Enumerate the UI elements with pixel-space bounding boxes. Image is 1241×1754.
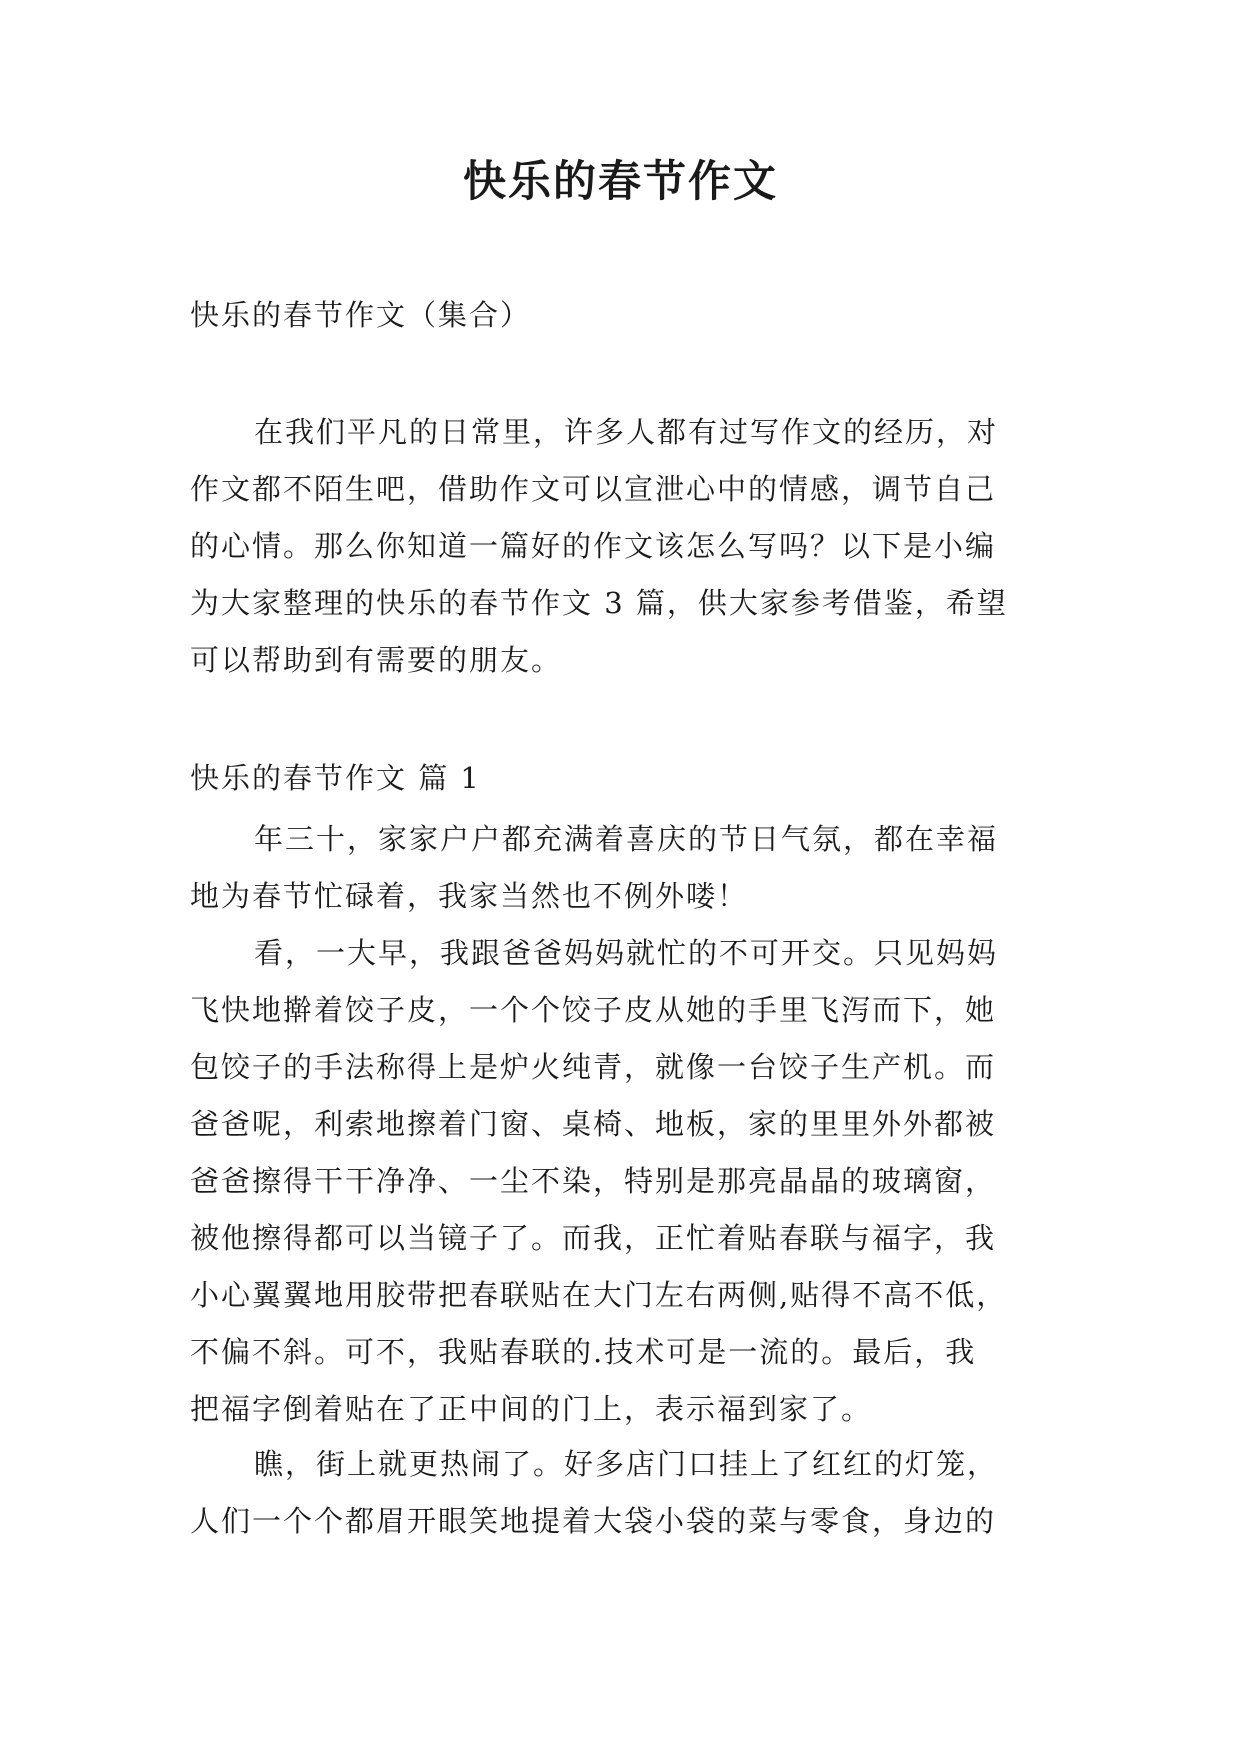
paragraph-line: 把福字倒着贴在了正中间的门上，表示福到家了。 — [190, 1392, 873, 1426]
section-heading: 快乐的春节作文 篇 1 — [190, 761, 481, 795]
paragraph-line: 爸爸呢，利索地擦着门窗、桌椅、地板，家的里里外外都被 — [190, 1107, 997, 1141]
paragraph-line: 爸爸擦得干干净净、一尘不染，特别是那亮晶晶的玻璃窗， — [190, 1164, 997, 1198]
document-title: 快乐的春节作文 — [463, 157, 778, 207]
paragraph-line: 包饺子的手法称得上是炉火纯青，就像一台饺子生产机。而 — [190, 1050, 997, 1084]
paragraph-line: 年三十，家家户户都充满着喜庆的节日气氛，都在幸福 — [254, 822, 999, 856]
body-paragraph-3 — [190, 1436, 1068, 1550]
document-subtitle: 快乐的春节作文（集合） — [190, 298, 532, 332]
paragraph-line: 瞧，街上就更热闹了。好多店门口挂上了红红的灯笼， — [254, 1447, 999, 1481]
paragraph-line: 不偏不斜。可不，我贴春联的.技术可是一流的。最后，我 — [190, 1335, 977, 1369]
paragraph-line: 小心翼翼地用胶带把春联贴在大门左右两侧,贴得不高不低， — [190, 1278, 1008, 1312]
body-paragraph-2 — [190, 925, 1068, 1438]
paragraph-line: 看，一大早，我跟爸爸妈妈就忙的不可开交。只见妈妈 — [254, 936, 999, 970]
intro-line: 的心情。那么你知道一篇好的作文该怎么写吗？以下是小编 — [190, 529, 997, 563]
intro-line: 可以帮助到有需要的朋友。 — [190, 643, 563, 677]
intro-paragraph — [190, 404, 1068, 689]
paragraph-line: 地为春节忙碌着，我家当然也不例外喽！ — [190, 879, 749, 913]
paragraph-line: 人们一个个都眉开眼笑地提着大袋小袋的菜与零食，身边的 — [190, 1504, 997, 1538]
intro-line: 作文都不陌生吧，借助作文可以宣泄心中的情感，调节自己 — [190, 472, 997, 506]
intro-line: 在我们平凡的日常里，许多人都有过写作文的经历，对 — [254, 415, 999, 449]
intro-line: 为大家整理的快乐的春节作文 3 篇，供大家参考借鉴，希望 — [190, 586, 1008, 620]
paragraph-line: 飞快地擀着饺子皮，一个个饺子皮从她的手里飞泻而下，她 — [190, 993, 997, 1027]
paragraph-line: 被他擦得都可以当镜子了。而我，正忙着贴春联与福字，我 — [190, 1221, 997, 1255]
body-paragraph-1 — [190, 811, 1068, 925]
